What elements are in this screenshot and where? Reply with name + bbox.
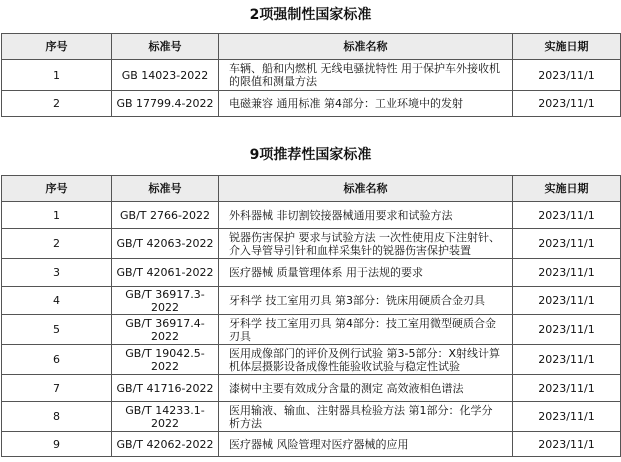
row-no: 1 — [2, 202, 112, 229]
row-name: 外科器械 非切割铰接器械通用要求和试验方法 — [219, 202, 513, 229]
row-date: 2023/11/1 — [513, 287, 621, 315]
row-no: 6 — [2, 345, 112, 375]
row-no: 5 — [2, 315, 112, 345]
row-code: GB/T 2766-2022 — [112, 202, 219, 229]
row-name: 车辆、船和内燃机 无线电骚扰特性 用于保护车外接收机的限值和测量方法 — [219, 60, 513, 91]
row-name: 锐器伤害保护 要求与试验方法 一次性使用皮下注射针、介入导管导引针和血样采集针的锐器伤害保护装置 — [219, 229, 513, 259]
row-name: 医用输液、输血、注射器具检验方法 第1部分：化学分析方法 — [219, 402, 513, 432]
row-date: 2023/11/1 — [513, 345, 621, 375]
header-no: 序号 — [2, 34, 112, 60]
header-no: 序号 — [2, 176, 112, 202]
header-date: 实施日期 — [513, 34, 621, 60]
row-name: 医疗器械 风险管理对医疗器械的应用 — [219, 432, 513, 457]
row-date: 2023/11/1 — [513, 315, 621, 345]
mandatory-standards-table — [1, 33, 621, 117]
row-no: 2 — [2, 229, 112, 259]
row-no: 2 — [2, 91, 112, 117]
row-date: 2023/11/1 — [513, 60, 621, 91]
row-no: 7 — [2, 375, 112, 402]
row-name: 漆树中主要有效成分含量的测定 高效液相色谱法 — [219, 375, 513, 402]
row-code: GB/T 19042.5-2022 — [112, 345, 219, 375]
row-date: 2023/11/1 — [513, 202, 621, 229]
row-date: 2023/11/1 — [513, 229, 621, 259]
row-name: 牙科学 技工室用刃具 第3部分：铣床用硬质合金刃具 — [219, 287, 513, 315]
row-code: GB/T 36917.4-2022 — [112, 315, 219, 345]
header-name: 标准名称 — [219, 176, 513, 202]
row-code: GB/T 36917.3-2022 — [112, 287, 219, 315]
row-name: 医用成像部门的评价及例行试验 第3-5部分：X射线计算机体层摄影设备成像性能验收试验与稳定性试验 — [219, 345, 513, 375]
table-header-row — [2, 176, 621, 202]
table-row — [2, 202, 621, 229]
row-date: 2023/11/1 — [513, 91, 621, 117]
row-no: 8 — [2, 402, 112, 432]
row-name: 医疗器械 质量管理体系 用于法规的要求 — [219, 259, 513, 287]
row-date: 2023/11/1 — [513, 259, 621, 287]
header-code: 标准号 — [112, 176, 219, 202]
table-row — [2, 229, 621, 259]
row-code: GB/T 41716-2022 — [112, 375, 219, 402]
row-code: GB 17799.4-2022 — [112, 91, 219, 117]
row-code: GB/T 42061-2022 — [112, 259, 219, 287]
row-name: 牙科学 技工室用刃具 第4部分：技工室用微型硬质合金刃具 — [219, 315, 513, 345]
row-code: GB/T 42063-2022 — [112, 229, 219, 259]
table-row — [2, 287, 621, 315]
table-row — [2, 375, 621, 402]
recommended-standards-title: 9项推荐性国家标准 — [249, 147, 372, 163]
row-date: 2023/11/1 — [513, 402, 621, 432]
table-header-row — [2, 34, 621, 60]
table-row — [2, 432, 621, 457]
row-date: 2023/11/1 — [513, 432, 621, 457]
row-no: 3 — [2, 259, 112, 287]
table-row — [2, 345, 621, 375]
mandatory-standards-title: 2项强制性国家标准 — [249, 7, 372, 23]
table-row — [2, 315, 621, 345]
header-date: 实施日期 — [513, 176, 621, 202]
table-row — [2, 259, 621, 287]
row-code: GB/T 42062-2022 — [112, 432, 219, 457]
row-no: 9 — [2, 432, 112, 457]
table-row — [2, 91, 621, 117]
row-name: 电磁兼容 通用标准 第4部分：工业环境中的发射 — [219, 91, 513, 117]
header-name: 标准名称 — [219, 34, 513, 60]
header-code: 标准号 — [112, 34, 219, 60]
row-code: GB/T 14233.1-2022 — [112, 402, 219, 432]
row-code: GB 14023-2022 — [112, 60, 219, 91]
table-row — [2, 402, 621, 432]
row-no: 4 — [2, 287, 112, 315]
table-row — [2, 60, 621, 91]
recommended-standards-table — [1, 175, 621, 457]
row-no: 1 — [2, 60, 112, 91]
row-date: 2023/11/1 — [513, 375, 621, 402]
